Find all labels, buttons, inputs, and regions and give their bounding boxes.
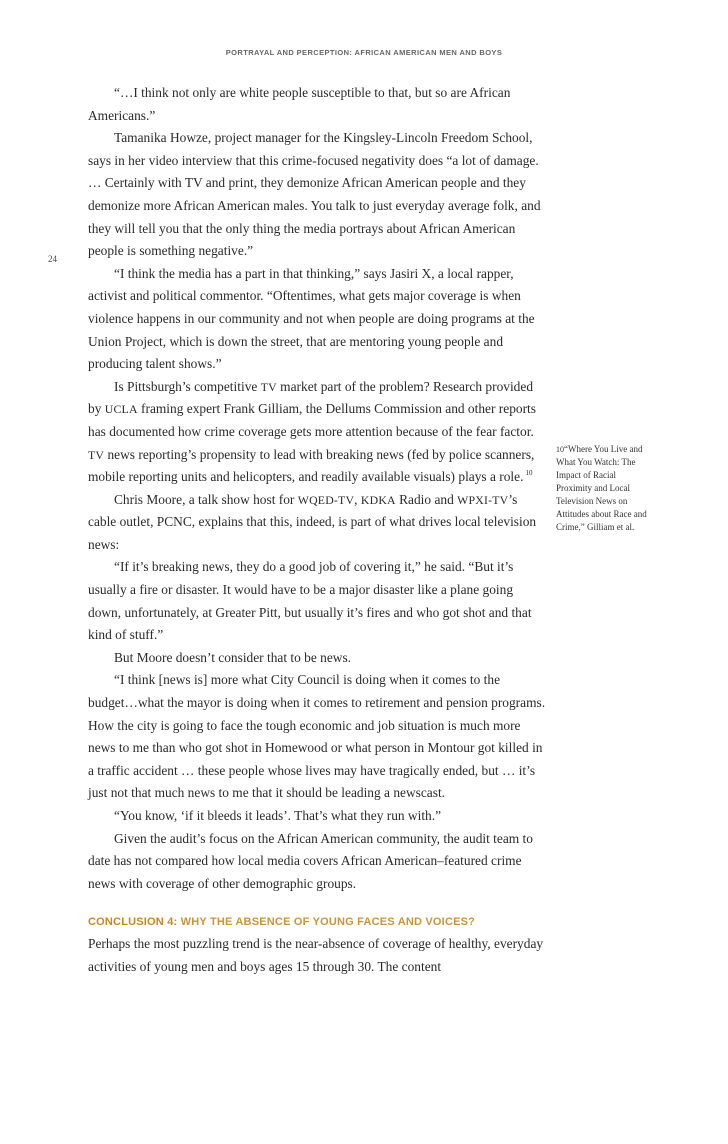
- sidenote-text: “Where You Live and What You Watch: The Impact of Racial Proximity and Local Television News on Attitudes about Race and Crime,” Gilliam et al.: [556, 444, 647, 532]
- paragraph: Tamanika Howze, project manager for the Kingsley-Lincoln Freedom School, says in her video interview that this crime-focused negativity does “a lot of damage. … Certainly with TV and print, they demonize African American people and they demonize more African American males. You talk to just everyday average folk, and they will tell you that the only thing the media portrays about African American people is something negative.”: [88, 130, 541, 259]
- sidenote: [556, 443, 652, 534]
- heading-title: WHY THE ABSENCE OF YOUNG FACES AND VOICES?: [177, 916, 476, 929]
- paragraph: “If it’s breaking news, they do a good job of covering it,” he said. “But it’s usually a fire or disaster. It would have to be a major disaster like a plane going down, unfortunately, at Greater Pitt, but usually it’s fires and who got shot and that kind of stuff.”: [88, 559, 532, 643]
- paragraph: “I think the media has a part in that thinking,” says Jasiri X, a local rapper, activist and political commentor. “Oftentimes, what gets major coverage is when violence happens in our community and not when people are doing programs at the Union Project, which is down the street, that are mentoring young people and producing talent shows.”: [88, 265, 535, 372]
- paragraph: “…I think not only are white people susceptible to that, but so are African Americans.”: [88, 85, 511, 123]
- paragraph: Chris Moore, a talk show host for WQED-TV, KDKA Radio and WPXI-TV’s cable outlet, PCNC, explains that this, indeed, is part of what drives local television news:: [88, 491, 537, 552]
- paragraph: But Moore doesn’t consider that to be news.: [114, 649, 352, 665]
- section-heading: [88, 911, 548, 933]
- heading-label: CONCLUSION 4:: [88, 916, 178, 929]
- paragraph: Perhaps the most puzzling trend is the near-absence of coverage of healthy, everyday activities of young men and boys ages 15 through 30. The content: [88, 936, 544, 974]
- footnote-reference: 10: [525, 469, 533, 478]
- body-text: [88, 82, 548, 979]
- page-number: 24: [48, 254, 57, 264]
- paragraph: Is Pittsburgh’s competitive TV market part of the problem? Research provided by UCLA framing expert Frank Gilliam, the Dellums Commission and other reports has documented how crime coverage gets more attention because of the fear factor. TV news reporting’s propensity to lead with breaking news (fed by police scanners, mobile reporting units and helicopters, and readily available visuals) plays a role. $^{10}$: [88, 378, 536, 485]
- paragraph: Given the audit’s focus on the African American community, the audit team to date has not compared how local media covers African American–featured crime news with coverage of other demographic groups.: [88, 830, 533, 891]
- paragraph: “You know, ‘if it bleeds it leads’. That’s what they run with.”: [114, 808, 442, 823]
- paragraph: “I think [news is] more what City Council is doing when it comes to the budget…what the mayor is doing when it comes to retirement and pension programs. How the city is going to face the tough economic and job situation is much more news to me than who got shot in Homewood or what person in Montour got killed in a traffic accident … these people whose lives may have tragically ended, but … it’s just not that much news to me that it should be leading a newscast.: [88, 672, 546, 801]
- sidenote-number: 10: [556, 445, 564, 454]
- running-header: PORTRAYAL AND PERCEPTION: AFRICAN AMERICAN MEN AND BOYS: [225, 48, 503, 57]
